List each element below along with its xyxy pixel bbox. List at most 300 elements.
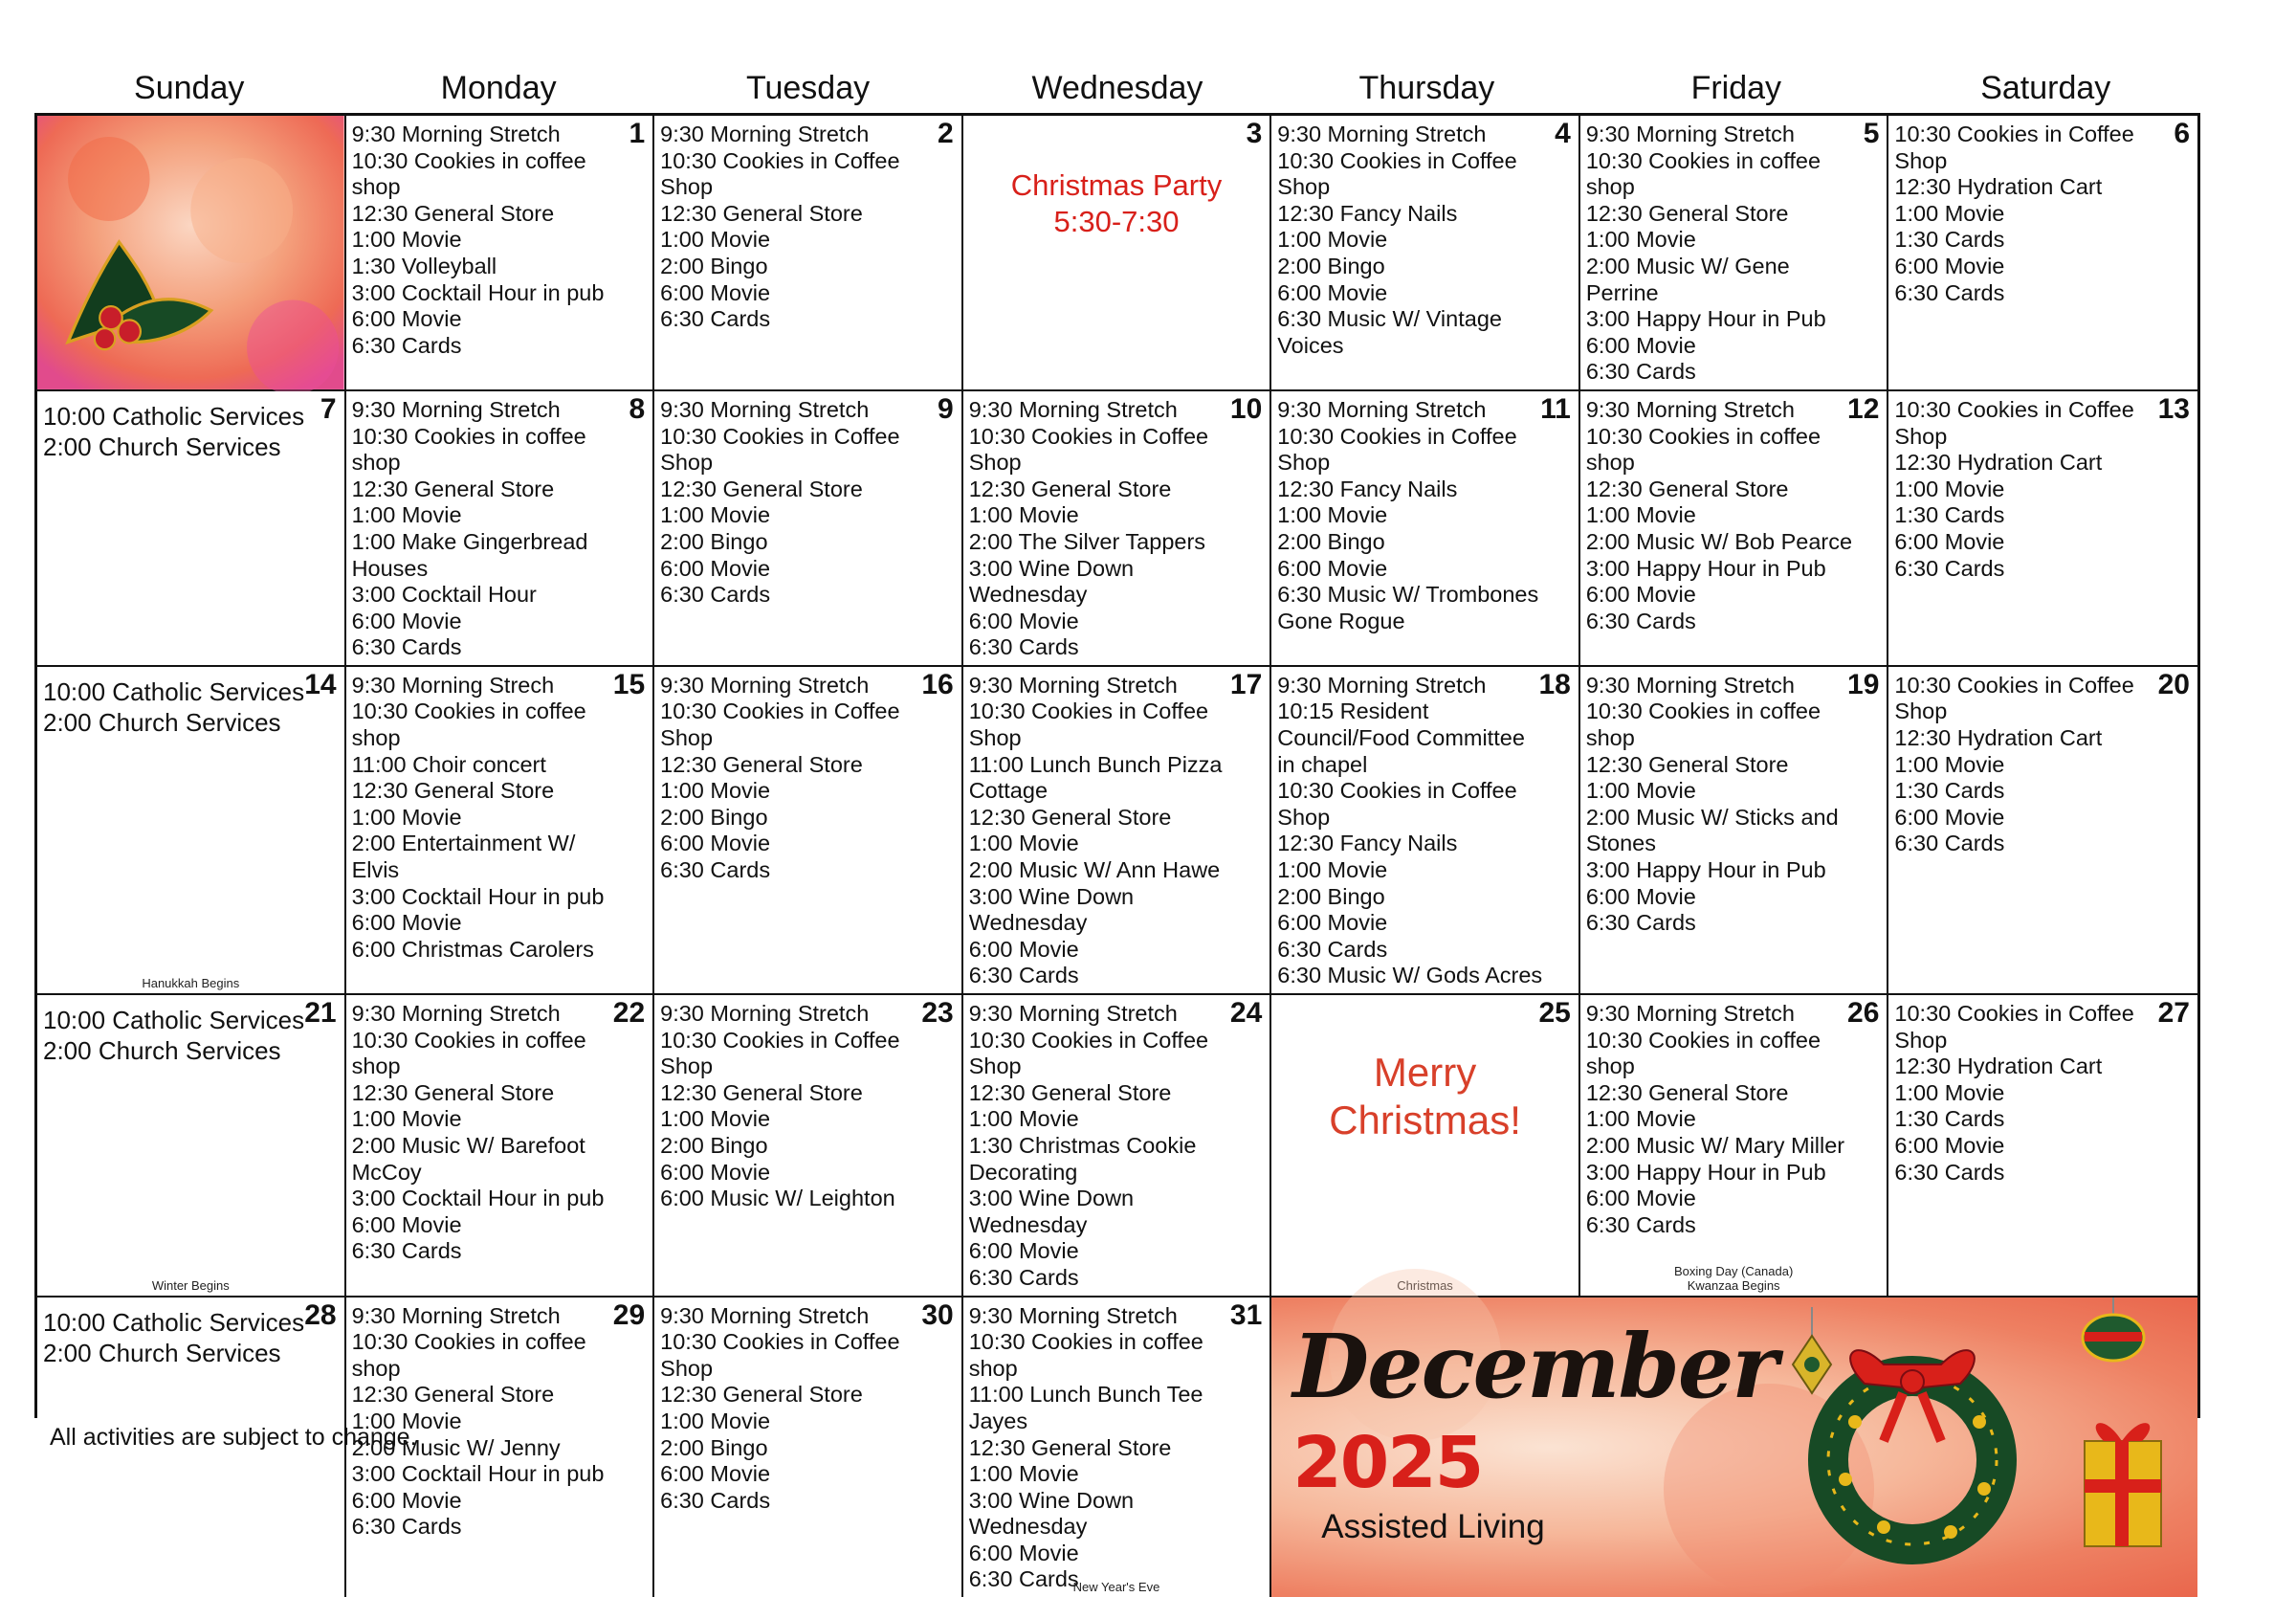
day-number: 2 <box>938 118 954 149</box>
event-item: 10:30 Cookies in Coffee Shop <box>660 423 900 476</box>
event-item: 12:30 General Store <box>351 1382 555 1408</box>
event-item: 6:30 Cards <box>1894 279 2005 305</box>
event-item: 11:00 Choir concert <box>351 751 546 777</box>
gift-icon <box>2085 1423 2161 1546</box>
event-item: 6:00 Music W/ Leighton <box>660 1186 895 1211</box>
event-item: 1:00 Movie <box>1894 751 2005 777</box>
holiday-note <box>37 976 344 990</box>
day-cell <box>963 667 1272 995</box>
holiday-note <box>963 1580 1270 1594</box>
event-item: 10:30 Cookies in Coffee Shop <box>1894 1001 2134 1053</box>
event-item: 2:00 The Silver Tappers <box>968 528 1206 554</box>
event-item: 2:00 Church Services <box>43 1338 281 1367</box>
day-number: 16 <box>921 668 954 700</box>
event-item: 6:00 Movie <box>351 1211 462 1237</box>
event-list <box>660 673 952 884</box>
event-item: 12:30 General Store <box>968 1434 1172 1460</box>
event-item: 12:30 General Store <box>660 476 863 501</box>
event-item: 10:30 Cookies in Coffee Shop <box>660 699 900 751</box>
day-cell <box>37 391 346 667</box>
event-item: 1:00 Movie <box>660 1408 771 1433</box>
event-item: 1:00 Movie <box>660 227 771 253</box>
event-item: 1:30 Christmas Cookie Decorating <box>968 1132 1197 1185</box>
event-item: 12:30 General Store <box>660 1079 863 1105</box>
event-item: 12:30 General Store <box>968 476 1172 501</box>
holiday-label: New Year's Eve <box>1072 1580 1160 1595</box>
holly-icon <box>37 116 344 389</box>
event-item: 6:00 Movie <box>351 910 462 936</box>
event-item: 9:30 Morning Stretch <box>1585 396 1795 422</box>
event-item: 11:00 Lunch Bunch Pizza Cottage <box>968 751 1223 804</box>
event-item: 6:00 Movie <box>660 555 771 581</box>
event-item: 10:30 Cookies in coffee shop <box>1585 147 1821 200</box>
event-item: 9:30 Morning Stretch <box>351 1302 561 1328</box>
day-header-thursday: Thursday <box>1358 70 1495 106</box>
holiday-note <box>1580 1264 1888 1293</box>
event-item: 6:00 Movie <box>660 831 771 856</box>
event-item: 11:00 Lunch Bunch Tee Jayes <box>968 1382 1203 1433</box>
day-number: 27 <box>2157 997 2190 1029</box>
event-item: 10:30 Cookies in Coffee Shop <box>968 423 1209 476</box>
day-header-friday: Friday <box>1690 70 1782 106</box>
event-item: 2:00 Bingo <box>660 1434 768 1460</box>
event-item: 9:30 Morning Stretch <box>660 1302 870 1328</box>
event-item: 12:30 General Store <box>1585 476 1789 501</box>
event-item: 9:30 Morning Stretch <box>968 396 1178 422</box>
day-number: 9 <box>938 392 954 425</box>
event-list <box>43 397 335 462</box>
day-number: 30 <box>921 1298 954 1331</box>
holiday-label: Winter Begins <box>151 1277 230 1293</box>
event-item: 6:30 Music W/ Trombones Gone Rogue <box>1277 582 1539 633</box>
event-item: 9:30 Morning Strech <box>351 672 555 698</box>
holiday-label: Boxing Day (Canada) <box>1673 1263 1794 1278</box>
day-cell <box>963 1298 1272 1597</box>
event-item: 9:30 Morning Stretch <box>968 1001 1178 1026</box>
day-cell <box>963 116 1272 391</box>
day-number: 20 <box>2157 668 2190 700</box>
event-item: 3:00 Happy Hour in Pub <box>1585 555 1826 581</box>
event-item: 6:00 Movie <box>968 1238 1079 1264</box>
event-item: 12:30 General Store <box>351 476 555 501</box>
event-item: 1:30 Cards <box>1894 1106 2005 1132</box>
event-item: 1:00 Movie <box>1277 857 1388 883</box>
event-item: 10:00 Catholic Services <box>43 1006 305 1034</box>
event-item: 2:00 Bingo <box>660 528 768 554</box>
event-item: 2:00 Bingo <box>1277 883 1385 909</box>
event-item: 12:30 General Store <box>968 1079 1172 1105</box>
event-item: 6:30 Cards <box>351 634 462 660</box>
day-number: 10 <box>1229 392 1263 425</box>
event-item: 9:30 Morning Stretch <box>660 1001 870 1026</box>
event-list <box>43 1303 335 1368</box>
day-cell <box>1580 391 1889 667</box>
day-number: 3 <box>1246 118 1263 149</box>
event-item: 6:00 Movie <box>1894 804 2005 830</box>
event-item: 6:00 Movie <box>1894 1132 2005 1158</box>
day-number: 13 <box>2157 392 2190 425</box>
event-item: 1:00 Movie <box>1894 200 2005 226</box>
event-item: 6:00 Movie <box>1585 582 1696 608</box>
event-item: 9:30 Morning Stretch <box>351 1001 561 1026</box>
event-item: 1:00 Movie <box>351 227 462 253</box>
day-header-sunday: Sunday <box>134 70 245 106</box>
event-item: 6:30 Cards <box>1585 910 1696 936</box>
event-item: 6:30 Cards <box>968 1566 1079 1592</box>
day-header-saturday: Saturday <box>1980 70 2111 106</box>
day-header-wednesday: Wednesday <box>1031 70 1203 106</box>
merry-christmas-line: Christmas! <box>1329 1098 1521 1142</box>
event-item: 2:00 Bingo <box>660 804 768 830</box>
event-item: 2:00 Music W/ Mary Miller <box>1585 1132 1845 1158</box>
event-item: 9:30 Morning Stretch <box>351 122 561 146</box>
day-number: 18 <box>1538 668 1571 700</box>
event-item: 12:30 Hydration Cart <box>1894 1054 2103 1079</box>
day-cell <box>963 995 1272 1298</box>
event-item: 6:00 Movie <box>1277 279 1388 305</box>
event-list <box>969 1001 1261 1292</box>
day-cell <box>654 1298 963 1597</box>
event-item: 3:00 Happy Hour in Pub <box>1585 1159 1826 1185</box>
event-item: 2:00 Music W/ Gene Perrine <box>1585 253 1790 305</box>
day-cell <box>1888 667 2197 995</box>
event-item: 9:30 Morning Stretch <box>660 672 870 698</box>
event-item: 9:30 Morning Stretch <box>968 672 1178 698</box>
event-item: 2:00 Church Services <box>43 707 281 737</box>
event-item: 12:30 General Store <box>351 1079 555 1105</box>
event-item: 6:30 Cards <box>1277 936 1388 962</box>
event-item: 3:00 Cocktail Hour in pub <box>351 883 605 909</box>
day-cell <box>1271 116 1580 391</box>
event-list <box>43 673 335 738</box>
event-item: 10:00 Catholic Services <box>43 677 305 706</box>
event-item: 2:00 Entertainment W/ Elvis <box>351 831 576 883</box>
day-cell <box>654 667 963 995</box>
event-item: 9:30 Morning Stretch <box>1585 672 1795 698</box>
day-cell <box>1580 116 1889 391</box>
event-list <box>1894 673 2188 857</box>
footer-note: All activities are subject to change. <box>50 1424 417 1451</box>
event-list <box>660 1001 952 1212</box>
event-item: 1:00 Movie <box>968 831 1079 856</box>
event-item: 1:30 Volleyball <box>351 253 497 278</box>
event-list <box>969 1303 1261 1594</box>
day-number: 1 <box>629 118 646 149</box>
event-item: 6:00 Movie <box>1894 253 2005 278</box>
event-item: 9:30 Morning Stretch <box>660 122 870 146</box>
event-item: 1:00 Movie <box>968 502 1079 528</box>
event-item: 6:00 Movie <box>1585 883 1696 909</box>
event-list <box>352 122 644 359</box>
day-cell <box>963 391 1272 667</box>
day-cell <box>1888 995 2197 1298</box>
event-item: 10:30 Cookies in Coffee Shop <box>660 1329 900 1381</box>
ornament-icon <box>2083 1298 2144 1361</box>
day-number: 21 <box>304 997 337 1029</box>
event-item: 9:30 Morning Stretch <box>351 396 561 422</box>
event-item: 6:30 Cards <box>1894 1159 2005 1185</box>
day-number: 24 <box>1229 997 1263 1029</box>
event-item: 3:00 Wine Down Wednesday <box>968 883 1135 936</box>
special-event <box>963 167 1270 240</box>
merry-christmas-line: Merry <box>1373 1050 1477 1095</box>
event-item: 6:00 Movie <box>1585 1186 1696 1211</box>
event-item: 3:00 Cocktail Hour in pub <box>351 279 605 305</box>
day-number: 29 <box>612 1298 646 1331</box>
event-item: 1:30 Cards <box>1894 778 2005 804</box>
day-number: 8 <box>629 392 646 425</box>
event-item: 10:30 Cookies in coffee shop <box>351 1329 586 1381</box>
event-item: 12:30 General Store <box>660 1382 863 1408</box>
event-item: 1:00 Movie <box>968 1106 1079 1132</box>
merry-christmas-text <box>1271 1049 1578 1144</box>
event-item: 1:00 Movie <box>1277 502 1388 528</box>
day-cell <box>1271 667 1580 995</box>
event-list <box>352 1001 644 1265</box>
holiday-note <box>37 1278 344 1293</box>
event-list <box>352 1303 644 1541</box>
event-list <box>1586 122 1878 386</box>
event-item: 10:30 Cookies in coffee shop <box>1585 423 1821 476</box>
event-item: 6:30 Cards <box>660 306 771 332</box>
event-list <box>1277 673 1569 989</box>
event-item: 6:00 Movie <box>1277 555 1388 581</box>
day-number: 11 <box>1540 392 1571 425</box>
event-list <box>1586 1001 1878 1238</box>
event-item: 12:30 Hydration Cart <box>1894 174 2103 200</box>
december-banner <box>1271 1298 2197 1597</box>
event-item: 10:30 Cookies in coffee shop <box>1585 699 1821 751</box>
event-item: 1:30 Cards <box>1894 227 2005 253</box>
day-number: 5 <box>1863 118 1880 149</box>
event-item: 1:00 Movie <box>660 502 771 528</box>
event-item: 2:00 Music W/ Jenny <box>351 1434 561 1460</box>
event-list <box>1894 1001 2188 1186</box>
event-list <box>43 1001 335 1066</box>
event-item: 6:00 Movie <box>968 1540 1079 1565</box>
event-list <box>1894 122 2188 306</box>
event-item: 6:30 Music W/ Gods Acres <box>1277 963 1543 988</box>
event-item: 6:00 Movie <box>660 279 771 305</box>
day-number: 12 <box>1847 392 1880 425</box>
event-list <box>352 673 644 964</box>
day-header-monday: Monday <box>440 70 557 106</box>
holiday-label: Hanukkah Begins <box>142 976 240 990</box>
event-list <box>969 397 1261 661</box>
ornament-icon <box>1793 1307 1831 1393</box>
event-item: 6:30 Cards <box>1585 1211 1696 1237</box>
event-item: 10:30 Cookies in coffee shop <box>351 1027 586 1079</box>
event-item: 6:00 Movie <box>351 608 462 633</box>
event-item: 10:30 Cookies in Coffee Shop <box>1277 423 1517 476</box>
day-cell <box>37 995 346 1298</box>
event-item: 2:00 Church Services <box>43 432 281 461</box>
event-item: 9:30 Morning Stretch <box>1585 1001 1795 1026</box>
decorative-art <box>37 116 346 391</box>
event-item: 10:00 Catholic Services <box>43 401 305 431</box>
holiday-label: Christmas <box>1397 1277 1453 1293</box>
event-item: 12:30 General Store <box>1585 751 1789 777</box>
event-item: 3:00 Cocktail Hour <box>351 582 537 608</box>
day-number: 22 <box>612 997 646 1029</box>
event-item: 3:00 Happy Hour in Pub <box>1585 857 1826 883</box>
event-list <box>1586 673 1878 937</box>
day-number: 26 <box>1847 997 1880 1029</box>
day-cell <box>1580 995 1889 1298</box>
event-item: 3:00 Wine Down Wednesday <box>968 555 1135 608</box>
event-item: 6:30 Cards <box>351 1238 462 1264</box>
event-item: 10:30 Cookies in coffee shop <box>351 423 586 476</box>
day-number: 31 <box>1229 1298 1263 1331</box>
day-cell <box>37 667 346 995</box>
event-item: 1:30 Cards <box>1894 502 2005 528</box>
event-item: 2:00 Bingo <box>1277 253 1385 278</box>
event-item: 12:30 Fancy Nails <box>1277 831 1458 856</box>
event-item: 1:00 Movie <box>968 1461 1079 1487</box>
event-item: 3:00 Cocktail Hour in pub <box>351 1186 605 1211</box>
day-cell <box>654 391 963 667</box>
event-item: 1:00 Movie <box>1585 778 1696 804</box>
event-item: 2:00 Music W/ Bob Pearce <box>1585 528 1853 554</box>
day-cell <box>1888 391 2197 667</box>
day-number: 23 <box>921 997 954 1029</box>
event-item: 6:00 Movie <box>1585 332 1696 358</box>
day-cell <box>1888 116 2197 391</box>
event-item: 10:30 Cookies in coffee shop <box>351 147 586 200</box>
event-item: 10:30 Cookies in Coffee Shop <box>660 147 900 200</box>
event-item: 1:00 Movie <box>1585 502 1696 528</box>
event-item: 3:00 Wine Down Wednesday <box>968 1487 1135 1540</box>
event-item: 1:00 Movie <box>660 1106 771 1132</box>
day-number: 25 <box>1538 997 1571 1029</box>
event-item: 10:30 Cookies in Coffee Shop <box>1894 122 2134 173</box>
event-item: 1:00 Movie <box>1894 1079 2005 1105</box>
event-item: 1:00 Movie <box>351 1106 462 1132</box>
event-item: 9:30 Morning Stretch <box>660 396 870 422</box>
event-list <box>660 122 952 333</box>
event-item: 6:30 Music W/ Vintage Voices <box>1277 306 1502 358</box>
event-item: 2:00 Music W/ Ann Hawe <box>968 857 1221 883</box>
event-item: 10:15 Resident Council/Food Committee in chapel <box>1277 699 1525 777</box>
event-item: 2:00 Bingo <box>660 253 768 278</box>
event-item: 9:30 Morning Stretch <box>1277 396 1487 422</box>
event-item: 9:30 Morning Stretch <box>1277 122 1487 146</box>
event-item: 6:30 Cards <box>660 857 771 883</box>
event-item: 6:00 Christmas Carolers <box>351 936 594 962</box>
event-item: 10:30 Cookies in coffee shop <box>351 699 586 751</box>
event-item: 1:00 Movie <box>351 804 462 830</box>
event-list <box>1277 397 1569 634</box>
banner-subtitle: Assisted Living <box>1321 1507 1545 1545</box>
event-item: 3:00 Wine Down Wednesday <box>968 1186 1135 1237</box>
event-item: 12:30 General Store <box>1585 200 1789 226</box>
day-cell <box>346 116 655 391</box>
event-item: 9:30 Morning Stretch <box>968 1302 1178 1328</box>
day-cell <box>346 391 655 667</box>
event-item: 12:30 Hydration Cart <box>1894 450 2103 476</box>
event-item: 2:00 Bingo <box>660 1132 768 1158</box>
event-item: 6:00 Movie <box>660 1461 771 1487</box>
event-item: 6:00 Movie <box>968 936 1079 962</box>
day-cell <box>654 995 963 1298</box>
event-item: 10:30 Cookies in Coffee Shop <box>968 1027 1209 1079</box>
event-item: 12:30 Fancy Nails <box>1277 476 1458 501</box>
event-item: 6:30 Cards <box>1894 831 2005 856</box>
event-item: 12:30 General Store <box>660 200 863 226</box>
event-item: 6:00 Movie <box>1894 528 2005 554</box>
event-item: 6:00 Movie <box>351 306 462 332</box>
event-item: 10:30 Cookies in Coffee Shop <box>968 699 1209 751</box>
event-list <box>660 397 952 609</box>
day-cell <box>654 116 963 391</box>
event-item: 12:30 General Store <box>660 751 863 777</box>
event-item: 12:30 General Store <box>968 804 1172 830</box>
day-number: 7 <box>320 392 337 425</box>
event-item: 10:30 Cookies in coffee shop <box>1585 1027 1821 1079</box>
event-item: 12:30 General Store <box>351 778 555 804</box>
event-item: 3:00 Cocktail Hour in pub <box>351 1461 605 1487</box>
event-item: 10:30 Cookies in Coffee Shop <box>660 1027 900 1079</box>
event-item: 1:00 Movie <box>1277 227 1388 253</box>
banner-month: December <box>1292 1314 1777 1418</box>
event-item: 6:30 Cards <box>660 1487 771 1513</box>
event-item: 1:00 Movie <box>1585 227 1696 253</box>
event-item: 12:30 Fancy Nails <box>1277 200 1458 226</box>
day-number: 19 <box>1847 668 1880 700</box>
event-item: 10:30 Cookies in Coffee Shop <box>1894 396 2134 449</box>
day-cell <box>346 667 655 995</box>
event-list <box>1277 122 1569 359</box>
event-item: 10:30 Cookies in Coffee Shop <box>1277 147 1517 200</box>
special-event-line: 5:30-7:30 <box>1053 205 1180 238</box>
event-item: 12:30 Hydration Cart <box>1894 725 2103 751</box>
day-number: 28 <box>304 1298 337 1331</box>
day-cell <box>1271 391 1580 667</box>
event-item: 6:00 Movie <box>660 1159 771 1185</box>
event-item: 1:00 Movie <box>660 778 771 804</box>
holiday-label: Kwanzaa Begins <box>1687 1277 1780 1293</box>
weekday-header-row <box>34 63 2200 113</box>
event-item: 6:30 Cards <box>351 332 462 358</box>
event-list <box>1586 397 1878 634</box>
event-item: 12:30 General Store <box>351 200 555 226</box>
event-item: 6:30 Cards <box>968 963 1079 988</box>
banner-year: 2025 <box>1292 1421 1483 1504</box>
day-number: 17 <box>1229 668 1263 700</box>
day-number: 15 <box>612 668 646 700</box>
day-header-tuesday: Tuesday <box>745 70 871 106</box>
event-item: 2:00 Church Services <box>43 1036 281 1065</box>
event-list <box>969 673 1261 989</box>
event-item: 3:00 Happy Hour in Pub <box>1585 306 1826 332</box>
event-item: 2:00 Music W/ Sticks and Stones <box>1585 804 1839 856</box>
event-item: 10:30 Cookies in coffee shop <box>968 1329 1203 1381</box>
day-number: 14 <box>304 668 337 700</box>
event-item: 6:30 Cards <box>351 1514 462 1540</box>
event-item: 6:00 Movie <box>351 1487 462 1513</box>
event-item: 9:30 Morning Stretch <box>1277 672 1487 698</box>
event-item: 10:30 Cookies in Coffee Shop <box>1277 778 1517 830</box>
event-item: 12:30 General Store <box>1585 1079 1789 1105</box>
event-list <box>660 1303 952 1515</box>
event-list <box>352 397 644 661</box>
event-item: 1:00 Make Gingerbread Houses <box>351 528 588 581</box>
event-item: 10:30 Cookies in Coffee Shop <box>1894 672 2134 724</box>
day-cell <box>1580 667 1889 995</box>
event-item: 10:00 Catholic Services <box>43 1307 305 1337</box>
event-item: 6:00 Movie <box>1277 910 1388 936</box>
event-item: 2:00 Music W/ Barefoot McCoy <box>351 1132 585 1185</box>
